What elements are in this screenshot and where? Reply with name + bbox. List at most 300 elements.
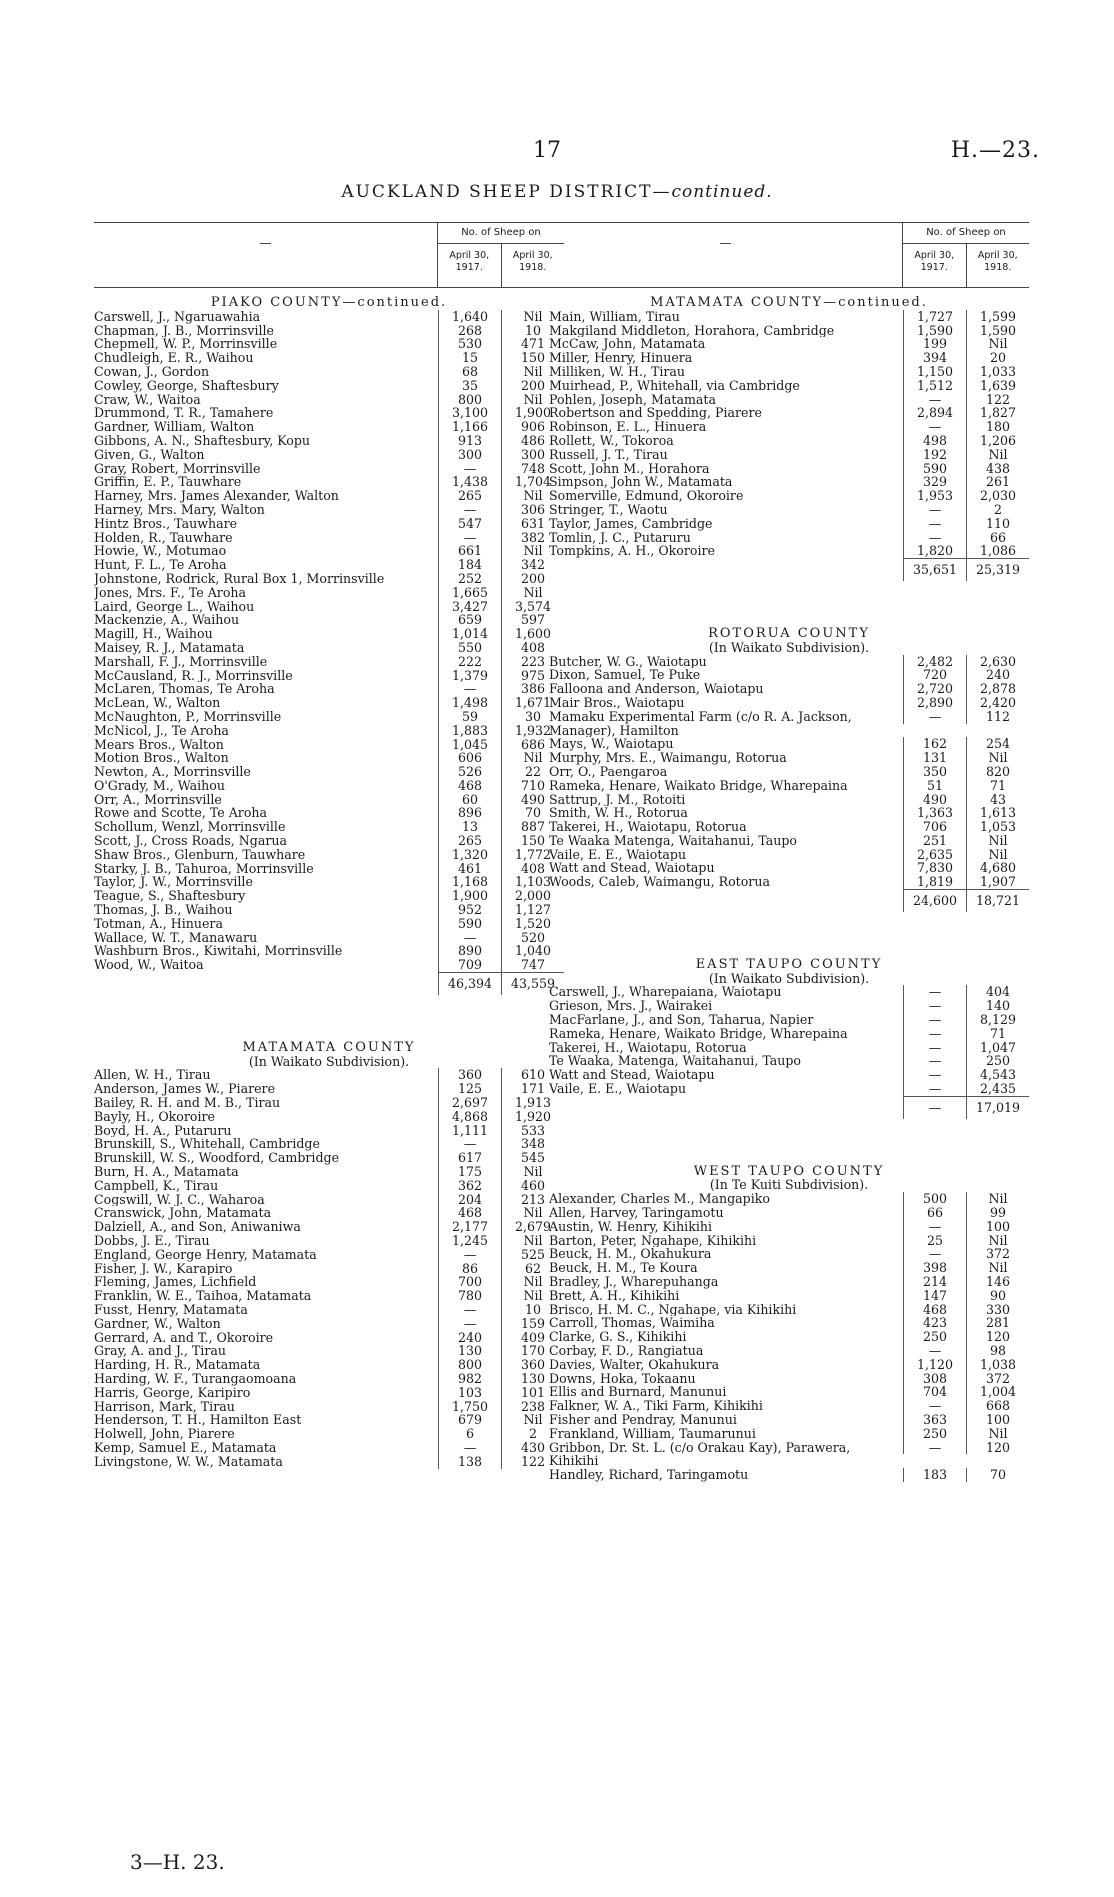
table-row [94,834,564,848]
owner-name: Harding, W. F., Turangaomoana [94,1371,297,1386]
owner-name: Given, G., Walton [94,447,205,462]
table-row [94,1427,564,1441]
sheep-1917-cell: 131 [903,751,966,765]
sheep-1917-cell: 25 [903,1234,966,1248]
sheep-1918-cell: Nil [966,751,1029,765]
sheep-1918-cell: 2,000 [501,889,564,903]
owner-name: Holden, R., Tauwhare [94,530,233,545]
table-row [94,1110,564,1124]
sheep-1917-cell: — [903,1441,966,1455]
sheep-1917-cell: 679 [438,1413,501,1427]
sheep-1917-cell: — [903,1399,966,1413]
table-row [94,1151,564,1165]
sheep-1918-cell: 668 [966,1399,1029,1413]
sheep-1917-cell: 60 [438,793,501,807]
sheep-1918-cell: 820 [966,765,1029,779]
owner-name: Harris, George, Karipiro [94,1385,251,1400]
owner-name: McCausland, R. J., Morrinsville [94,668,293,683]
table-row [549,531,1029,545]
sheep-1918-cell: 120 [966,1330,1029,1344]
sheep-1917-cell: 423 [903,1316,966,1330]
table-row [549,1068,1029,1082]
owner-name: Laird, George L., Waihou [94,599,255,614]
sheep-1918-cell: 122 [501,1455,564,1469]
owner-name: Howie, W., Motumao [94,544,227,559]
table-row [549,820,1029,834]
table-row [94,1234,564,1248]
sheep-1917-cell: 251 [903,834,966,848]
table-row [94,669,564,683]
sheep-1917-cell: 162 [903,737,966,751]
owner-name: Maisey, R. J., Matamata [94,640,245,655]
table-header [94,222,564,288]
sheep-1917-cell: 1,883 [438,724,501,738]
owner-name: Campbell, K., Tirau [94,1178,219,1193]
sheep-1917-cell: 1,379 [438,669,501,683]
sheep-1917-cell: 183 [903,1468,966,1482]
sheep-1918-cell: Nil [966,1261,1029,1275]
sheep-1918-cell: 1,047 [966,1041,1029,1055]
sheep-1917-cell: 800 [438,1358,501,1372]
county-subdivision: (In Te Kuiti Subdivision). [709,1177,869,1193]
document-reference: H.—23. [950,138,1040,163]
sheep-1918-cell: Nil [501,489,564,503]
owner-name: Takerei, H., Waiotapu, Rotorua [549,1040,747,1055]
table-row [94,1165,564,1179]
table-row [94,696,564,710]
sheep-1918-cell: 261 [966,475,1029,489]
sheep-1917-cell: 250 [903,1330,966,1344]
sheep-1917-cell: — [438,1137,501,1151]
table-row [94,1082,564,1096]
owner-name: Robertson and Spedding, Piarere [549,406,762,421]
owner-name: O'Grady, M., Waihou [94,778,225,793]
table-row [549,999,1029,1013]
sheep-1918-cell: 90 [966,1289,1029,1303]
sheep-1918-cell: 4,680 [966,861,1029,875]
table-row [94,820,564,834]
sheep-1917-cell: 1,320 [438,848,501,862]
sheep-1917-cell: 468 [438,1206,501,1220]
sheep-1918-cell: 1,913 [501,1096,564,1110]
owner-name: Austin, W. Henry, Kihikihi [549,1219,713,1234]
sheep-1918-cell: 342 [501,558,564,572]
owner-name: Main, William, Tirau [549,309,680,324]
sheep-1917-cell: — [903,1041,966,1055]
table-row [94,448,564,462]
table-row [94,1344,564,1358]
sheep-1918-cell: 372 [966,1372,1029,1386]
sheep-1918-cell: 250 [966,1054,1029,1068]
owner-name: Chapman, J. B., Morrinsville [94,323,274,338]
sheep-1918-cell: 710 [501,779,564,793]
sheep-1917-cell: — [903,710,966,724]
owner-name: Carroll, Thomas, Waimiha [549,1316,715,1331]
sheep-1918-cell: Nil [966,1234,1029,1248]
year-1918-header: April 30, 1918. [966,244,1030,287]
page-title [0,182,1114,202]
sheep-1917-cell: 3,427 [438,600,501,614]
table-row [549,1261,1029,1275]
owner-name: Cowley, George, Shaftesbury [94,378,279,393]
table-row [549,682,1029,696]
owner-name: Mamaku Experimental Farm (c/o R. A. Jackson, Manager), Hamilton [549,709,852,738]
sheep-1918-cell: 1,613 [966,806,1029,820]
sheep-1918-cell: 1,907 [966,875,1029,889]
sheep-count-label: No. of Sheep on [903,223,1029,244]
table-row [94,917,564,931]
sheep-1917-cell: 1,590 [903,324,966,338]
table-row [549,751,1029,765]
sheep-1917-cell: 250 [903,1427,966,1441]
sheep-1917-cell: 1,819 [903,875,966,889]
sheep-1918-cell: 8,129 [966,1013,1029,1027]
sheep-1917-cell: — [438,462,501,476]
sheep-1918-cell: 306 [501,503,564,517]
sheep-1917-cell: 1,665 [438,586,501,600]
table-row [549,1385,1029,1399]
table-row [94,1179,564,1193]
table-row [94,958,564,972]
sheep-1918-cell: 1,520 [501,917,564,931]
sheep-1918-cell: 348 [501,1137,564,1151]
sheep-1917-cell: 350 [903,765,966,779]
sheep-1917-cell: 800 [438,393,501,407]
owner-name: Gribbon, Dr. St. L. (c/o Orakau Kay), Parawera, Kihikihi [549,1440,851,1469]
owner-name: Allen, W. H., Tirau [94,1068,211,1083]
left-body [94,296,564,1469]
owner-name: Tomlin, J. C., Putaruru [549,530,691,545]
sheep-1917-cell: 1,953 [903,489,966,503]
sheep-1918-cell: 10 [501,324,564,338]
table-row [94,310,564,324]
owner-name: McNicol, J., Te Aroha [94,723,229,738]
sheep-1918-cell: 170 [501,1344,564,1358]
sheep-1918-cell: 1,772 [501,848,564,862]
sheep-1918-cell: 171 [501,1082,564,1096]
owner-name: Brunskill, W. S., Woodford, Cambridge [94,1151,340,1166]
owner-name: Murphy, Mrs. E., Waimangu, Rotorua [549,751,787,765]
sheep-1917-cell: — [903,1247,966,1261]
table-row [549,1013,1029,1027]
table-row [549,1027,1029,1041]
owner-name: Brunskill, S., Whitehall, Cambridge [94,1137,320,1152]
table-row [94,420,564,434]
sheep-1918-cell: 10 [501,1303,564,1317]
sheep-1917-cell: 468 [903,1303,966,1317]
owner-name: Wallace, W. T., Manawaru [94,930,258,945]
owner-name: Gray, Robert, Morrinsville [94,461,261,476]
owner-name: Sattrup, J. M., Rotoiti [549,792,686,807]
owner-name: Corbay, F. D., Rangiatua [549,1344,704,1358]
sheep-1918-cell: 460 [501,1179,564,1193]
sheep-1918-cell: 2 [501,1427,564,1441]
name-column-header: — [719,236,732,250]
sheep-1917-cell: 530 [438,337,501,351]
owner-name: Orr, O., Paengaroa [549,764,668,779]
sheep-1918-cell: 1,704 [501,475,564,489]
table-row [94,724,564,738]
owner-name: Burn, H. A., Matamata [94,1165,239,1179]
owner-name: Hintz Bros., Tauwhare [94,516,238,531]
owner-name: Anderson, James W., Piarere [94,1082,276,1097]
sheep-1917-cell: — [903,393,966,407]
owner-name: Gray, A. and J., Tirau [94,1344,226,1359]
table-row [94,710,564,724]
sheep-1917-cell: 661 [438,544,501,558]
sheep-1918-cell: 1,206 [966,434,1029,448]
sheep-1918-cell: 1,103 [501,875,564,889]
owner-name: Vaile, E. E., Waiotapu [549,1082,687,1096]
sheep-1917-cell: — [438,503,501,517]
owner-name: Harney, Mrs. James Alexander, Walton [94,489,339,503]
sheep-1917-cell: — [438,1441,501,1455]
table-row [94,1137,564,1151]
sheep-1917-cell: — [903,1082,966,1096]
sheep-1918-cell: Nil [501,1234,564,1248]
owner-name: Rameka, Henare, Waikato Bridge, Wharepaina [549,778,848,793]
sheep-1918-cell: Nil [501,751,564,765]
sheep-1918-cell: 686 [501,738,564,752]
sheep-1917-cell: 700 [438,1275,501,1289]
county-subdivision: (In Waikato Subdivision). [708,970,870,986]
table-row [94,475,564,489]
sheep-1918-cell: 71 [966,1027,1029,1041]
sheep-1918-cell: 110 [966,517,1029,531]
title-main: AUCKLAND SHEEP DISTRICT— [341,182,672,202]
sheep-1918-cell: 30 [501,710,564,724]
owner-name: Bailey, R. H. and M. B., Tirau [94,1096,281,1110]
sheep-1917-cell: 1,640 [438,310,501,324]
table-row [94,1358,564,1372]
sheep-1918-cell: 254 [966,737,1029,751]
owner-name: Milliken, W. H., Tirau [549,364,686,379]
sheep-1918-cell: 200 [501,379,564,393]
table-row [94,365,564,379]
owner-name: Barton, Peter, Ngahape, Kihikihi [549,1233,757,1248]
table-row [549,503,1029,517]
table-row [94,641,564,655]
owner-name: Bayly, H., Okoroire [94,1109,215,1124]
sheep-1917-cell: 175 [438,1165,501,1179]
table-row [549,420,1029,434]
table-row [549,1303,1029,1317]
sheep-1918-cell: 1,920 [501,1110,564,1124]
sheep-1918-cell: 1,932 [501,724,564,738]
sheep-1917-cell: 268 [438,324,501,338]
table-row [94,1289,564,1303]
owner-name: Bradley, J., Wharepuhanga [549,1275,719,1289]
sheep-1918-cell: 1,004 [966,1385,1029,1399]
owner-name: Brisco, H. M. C., Ngahape, via Kihikihi [549,1302,797,1317]
owner-name: Thomas, J. B., Waihou [94,903,233,917]
sheep-1917-cell: — [438,931,501,945]
sheep-1917-cell: 461 [438,862,501,876]
table-row [549,655,1029,669]
sheep-1917-cell: 363 [903,1413,966,1427]
owner-name: Mears Bros., Walton [94,737,224,752]
sheep-1918-cell: 43 [966,793,1029,807]
owner-name: Drummond, T. R., Tamahere [94,406,274,421]
table-row [94,682,564,696]
table-row [94,531,564,545]
owner-name: Dobbs, J. E., Tirau [94,1234,210,1248]
table-row [94,406,564,420]
table-row [94,944,564,958]
owner-name: Pohlen, Joseph, Matamata [549,392,716,407]
owner-name: Russell, J. T., Tirau [549,447,668,462]
sheep-1918-cell: 22 [501,765,564,779]
total-row [549,558,1029,581]
sheep-1918-cell: 1,900 [501,406,564,420]
footer-signature: 3—H. 23. [130,1850,225,1874]
table-row [549,544,1029,558]
owner-name: McCaw, John, Matamata [549,337,706,352]
table-row [549,793,1029,807]
table-row [94,903,564,917]
sheep-1917-cell: 130 [438,1344,501,1358]
sheep-1917-cell: 550 [438,641,501,655]
sheep-1918-cell: 100 [966,1413,1029,1427]
table-row [94,351,564,365]
owner-name: Henderson, T. H., Hamilton East [94,1413,302,1428]
sheep-1917-cell: — [903,1027,966,1041]
table-row [94,848,564,862]
sheep-1917-cell: 184 [438,558,501,572]
table-row [94,379,564,393]
county-subdivision: (In Waikato Subdivision). [708,639,870,655]
owner-name: Allen, Harvey, Taringamotu [549,1206,724,1220]
owner-name: Washburn Bros., Kiwitahi, Morrinsville [94,944,343,959]
owner-name: Chudleigh, E. R., Waihou [94,351,254,365]
owner-name: Jones, Mrs. F., Te Aroha [94,585,247,600]
sheep-1917-cell: 398 [903,1261,966,1275]
sheep-1917-cell: 66 [903,1206,966,1220]
owner-name: Tompkins, A. H., Okoroire [549,544,715,559]
owner-name: Schollum, Wenzl, Morrinsville [94,820,286,835]
table-row [549,1468,1029,1482]
owner-name: Watt and Stead, Waiotapu [549,861,715,876]
owner-name: Marshall, F. J., Morrinsville [94,654,268,669]
table-row [549,1247,1029,1261]
sheep-1918-cell: Nil [501,1413,564,1427]
sheep-1917-cell: 59 [438,710,501,724]
table-row [549,806,1029,820]
table-row [94,779,564,793]
table-row [549,1413,1029,1427]
section-gap [549,912,1029,946]
sheep-1918-cell: 200 [501,572,564,586]
table-row [94,572,564,586]
sheep-1917-cell: 199 [903,337,966,351]
table-row [94,324,564,338]
owner-name: Handley, Richard, Taringamotu [549,1468,749,1482]
owner-name: Fleming, James, Lichfield [94,1275,257,1290]
table-row [94,1193,564,1207]
right-body [549,296,1029,1482]
owner-name: Ellis and Burnard, Manunui [549,1385,727,1400]
table-row [94,1331,564,1345]
table-row [549,737,1029,751]
sheep-1917-cell: 125 [438,1082,501,1096]
sheep-1918-cell: 597 [501,613,564,627]
sheep-1917-cell: 1,512 [903,379,966,393]
owner-name: Harding, H. R., Matamata [94,1358,261,1372]
sheep-1918-cell: 382 [501,531,564,545]
sheep-1917-cell: 709 [438,958,501,972]
table-row [549,985,1029,999]
owner-name: Dalziell, A., and Son, Aniwaniwa [94,1220,301,1234]
owner-name: McLaren, Thomas, Te Aroha [94,682,275,697]
owner-name: Davies, Walter, Okahukura [549,1357,720,1372]
sheep-1917-cell: — [903,517,966,531]
owner-name: Harney, Mrs. Mary, Walton [94,502,265,517]
table-row [94,1441,564,1455]
county-heading: EAST TAUPO COUNTY [695,956,883,972]
table-row [549,379,1029,393]
sheep-1918-cell: 1,040 [501,944,564,958]
owner-name: Beuck, H. M., Te Koura [549,1261,698,1276]
sheep-1918-cell: 386 [501,682,564,696]
sheep-1918-cell: 1,827 [966,406,1029,420]
total-1917-cell: 35,651 [903,558,966,581]
sheep-1918-cell: 2,435 [966,1082,1029,1096]
table-row [549,779,1029,793]
owner-name: Mair Bros., Waiotapu [549,695,685,710]
sheep-1917-cell: — [903,985,966,999]
sheep-1918-cell: 520 [501,931,564,945]
name-column-header: — [259,236,272,250]
sheep-1917-cell: — [903,503,966,517]
sheep-1917-cell: 1,245 [438,1234,501,1248]
table-row [549,337,1029,351]
sheep-1917-cell: 500 [903,1192,966,1206]
table-header [549,222,1029,288]
table-row [94,544,564,558]
owner-name: Fisher, J. W., Karapiro [94,1261,233,1276]
left-column [94,222,564,1469]
sheep-1918-cell: 62 [501,1262,564,1276]
table-row [549,1234,1029,1248]
table-row [549,406,1029,420]
table-row [94,793,564,807]
sheep-1918-cell: 300 [501,448,564,462]
section-gap [549,1119,1029,1153]
sheep-1918-cell: 533 [501,1124,564,1138]
owner-name: Gardner, W., Walton [94,1316,221,1331]
owner-name: Rameka, Henare, Waikato Bridge, Wharepaina [549,1026,848,1041]
owner-name: Beuck, H. M., Okahukura [549,1247,712,1262]
table-row [549,517,1029,531]
sheep-1918-cell: 610 [501,1068,564,1082]
sheep-1918-cell: 887 [501,820,564,834]
owner-name: Taylor, James, Cambridge [549,516,713,531]
owner-name: Stringer, T., Waotu [549,502,668,517]
table-row [94,765,564,779]
sheep-1918-cell: 70 [966,1468,1029,1482]
table-row [94,1303,564,1317]
right-column [549,222,1029,1482]
sheep-1917-cell: 1,750 [438,1400,501,1414]
total-1918-cell: 25,319 [966,558,1029,581]
sheep-1918-cell: Nil [966,337,1029,351]
table-row [549,1399,1029,1413]
owner-name: Miller, Henry, Hinuera [549,351,693,365]
page-number: 17 [533,138,561,163]
sheep-1917-cell: 147 [903,1289,966,1303]
sheep-1917-cell: 1,166 [438,420,501,434]
table-row [549,848,1029,862]
